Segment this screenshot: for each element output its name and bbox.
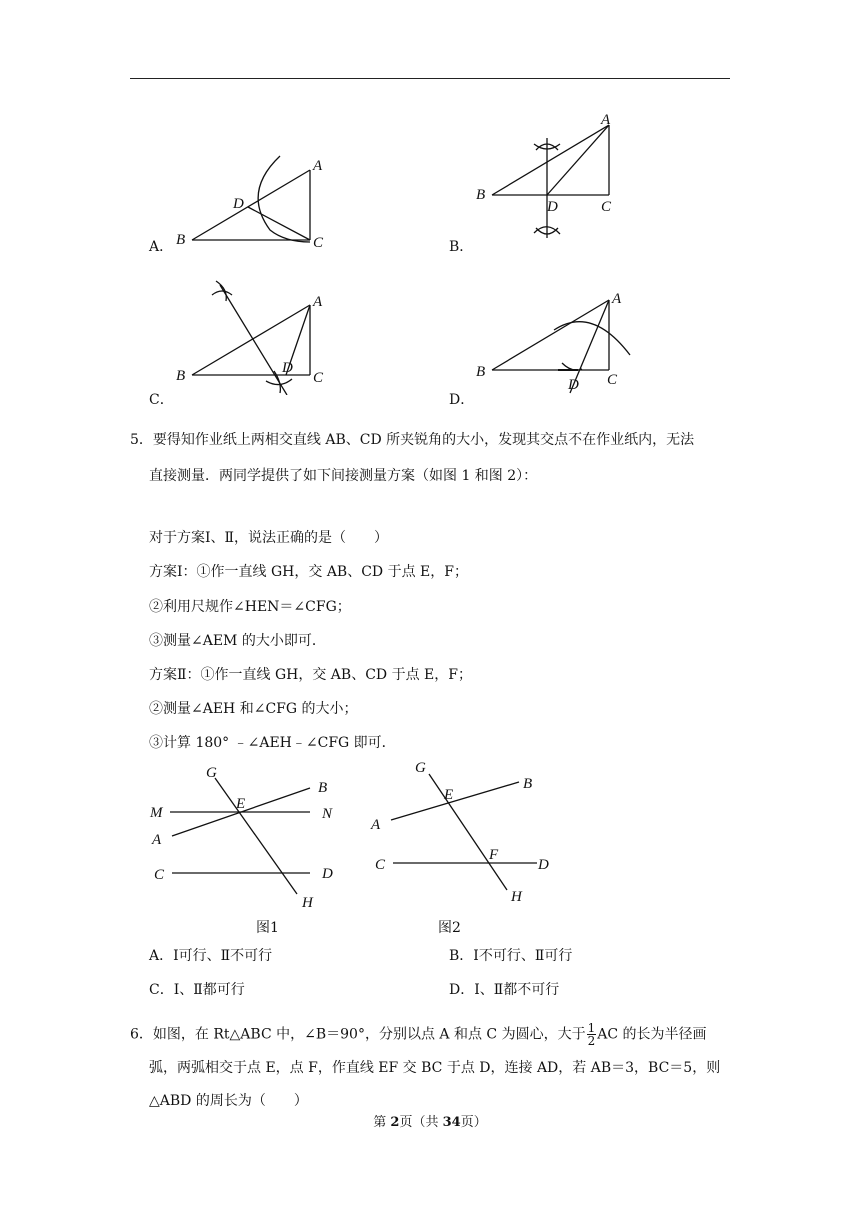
- label-d: D: [568, 377, 579, 393]
- label-a: A: [152, 832, 162, 848]
- label-e: E: [444, 787, 454, 803]
- footer-post: 页）: [460, 1115, 487, 1130]
- q5-option-d[interactable]: D．Ⅰ、Ⅱ都不可行: [449, 982, 560, 998]
- label-a: A: [313, 294, 323, 310]
- header-rule: [130, 78, 730, 79]
- fraction-denominator: 2: [587, 1034, 596, 1048]
- q4-figure-d: [470, 285, 640, 395]
- q4-option-c-label[interactable]: C．: [149, 392, 174, 408]
- q6-stem-line3: △ABD 的周长为（ ）: [149, 1093, 308, 1109]
- q4-option-a-label[interactable]: A．: [149, 239, 174, 255]
- footer-mid: 页（共: [399, 1115, 443, 1130]
- q5-question: 对于方案Ⅰ、Ⅱ，说法正确的是（ ）: [149, 530, 389, 546]
- label-n: N: [322, 806, 333, 822]
- label-c: C: [313, 370, 324, 386]
- label-a: A: [612, 291, 622, 307]
- q5-stem-line1: 5．要得知作业纸上两相交直线 AB、CD 所夹锐角的大小，发现其交点不在作业纸内，无法: [130, 432, 695, 448]
- label-m: M: [150, 805, 163, 821]
- page-footer: [0, 1111, 860, 1130]
- q5-plan1-step2: ②利用尺规作∠HEN＝∠CFG；: [149, 599, 351, 615]
- q5-plan2-step1: 方案Ⅱ：①作一直线 GH，交 AB、CD 于点 E，F；: [149, 667, 472, 683]
- label-d: D: [322, 866, 333, 882]
- label-f: F: [489, 847, 499, 863]
- label-d: D: [547, 199, 558, 215]
- label-g: G: [206, 765, 217, 781]
- label-a: A: [313, 158, 323, 174]
- footer-page-number: 2: [390, 1115, 400, 1130]
- label-h: H: [511, 889, 522, 905]
- q5-figure-1: [140, 760, 350, 912]
- q4-option-b-label[interactable]: B．: [449, 239, 474, 255]
- label-h: H: [302, 895, 313, 911]
- q6-stem-line2: 弧，两弧相交于点 E，点 F，作直线 EF 交 BC 于点 D，连接 AD，若 AB＝3，BC＝5，则: [149, 1060, 721, 1076]
- label-b: B: [523, 776, 533, 792]
- q4-figure-a: [170, 150, 340, 255]
- footer-pre: 第: [373, 1115, 391, 1130]
- q5-plan1-step3: ③测量∠AEM 的大小即可．: [149, 633, 326, 649]
- q6-stem-line1-pre: 6．如图，在 Rt△ABC 中，∠B＝90°，分别以点 A 和点 C 为圆心，大于: [130, 1026, 586, 1043]
- q5-figure-2: [365, 752, 565, 910]
- q4-option-d-label[interactable]: D．: [449, 392, 475, 408]
- label-c: C: [375, 857, 386, 873]
- q5-figure-1-caption: 图1: [256, 920, 279, 936]
- q5-option-c[interactable]: C．Ⅰ、Ⅱ都可行: [149, 982, 245, 998]
- q4-figure-c: [170, 275, 340, 395]
- q5-option-a[interactable]: A．Ⅰ可行、Ⅱ不可行: [149, 948, 273, 964]
- fraction-numerator: 1: [587, 1021, 596, 1035]
- q5-plan2-step3: ③计算 180° ﹣∠AEH﹣∠CFG 即可．: [149, 735, 396, 751]
- label-c: C: [601, 199, 612, 215]
- footer-total-pages: 34: [442, 1115, 461, 1130]
- label-c: C: [607, 372, 618, 388]
- label-d: D: [538, 857, 549, 873]
- label-d: D: [282, 360, 293, 376]
- label-a: A: [601, 112, 611, 128]
- label-e: E: [236, 796, 246, 812]
- q5-plan2-step2: ②测量∠AEH 和∠CFG 的大小；: [149, 701, 358, 717]
- q5-option-b[interactable]: B．Ⅰ不可行、Ⅱ可行: [449, 948, 573, 964]
- label-b: B: [318, 780, 328, 796]
- label-g: G: [415, 760, 426, 776]
- label-c: C: [313, 235, 324, 251]
- q5-stem-line2: 直接测量．两同学提供了如下间接测量方案（如图 1 和图 2）：: [149, 468, 538, 484]
- label-b: B: [476, 364, 486, 380]
- q4-figure-b: [470, 108, 630, 248]
- label-c: C: [154, 867, 165, 883]
- label-d: D: [233, 196, 244, 212]
- label-b: B: [176, 232, 186, 248]
- label-b: B: [476, 187, 486, 203]
- fraction-one-half: [587, 1022, 597, 1047]
- q5-plan1-step1: 方案Ⅰ：①作一直线 GH，交 AB、CD 于点 E，F；: [149, 564, 468, 580]
- label-a: A: [371, 817, 381, 833]
- label-b: B: [176, 368, 186, 384]
- q6-stem-line1: [130, 1022, 707, 1047]
- q6-stem-line1-post: AC 的长为半径画: [597, 1026, 707, 1043]
- q5-figure-2-caption: 图2: [438, 920, 461, 936]
